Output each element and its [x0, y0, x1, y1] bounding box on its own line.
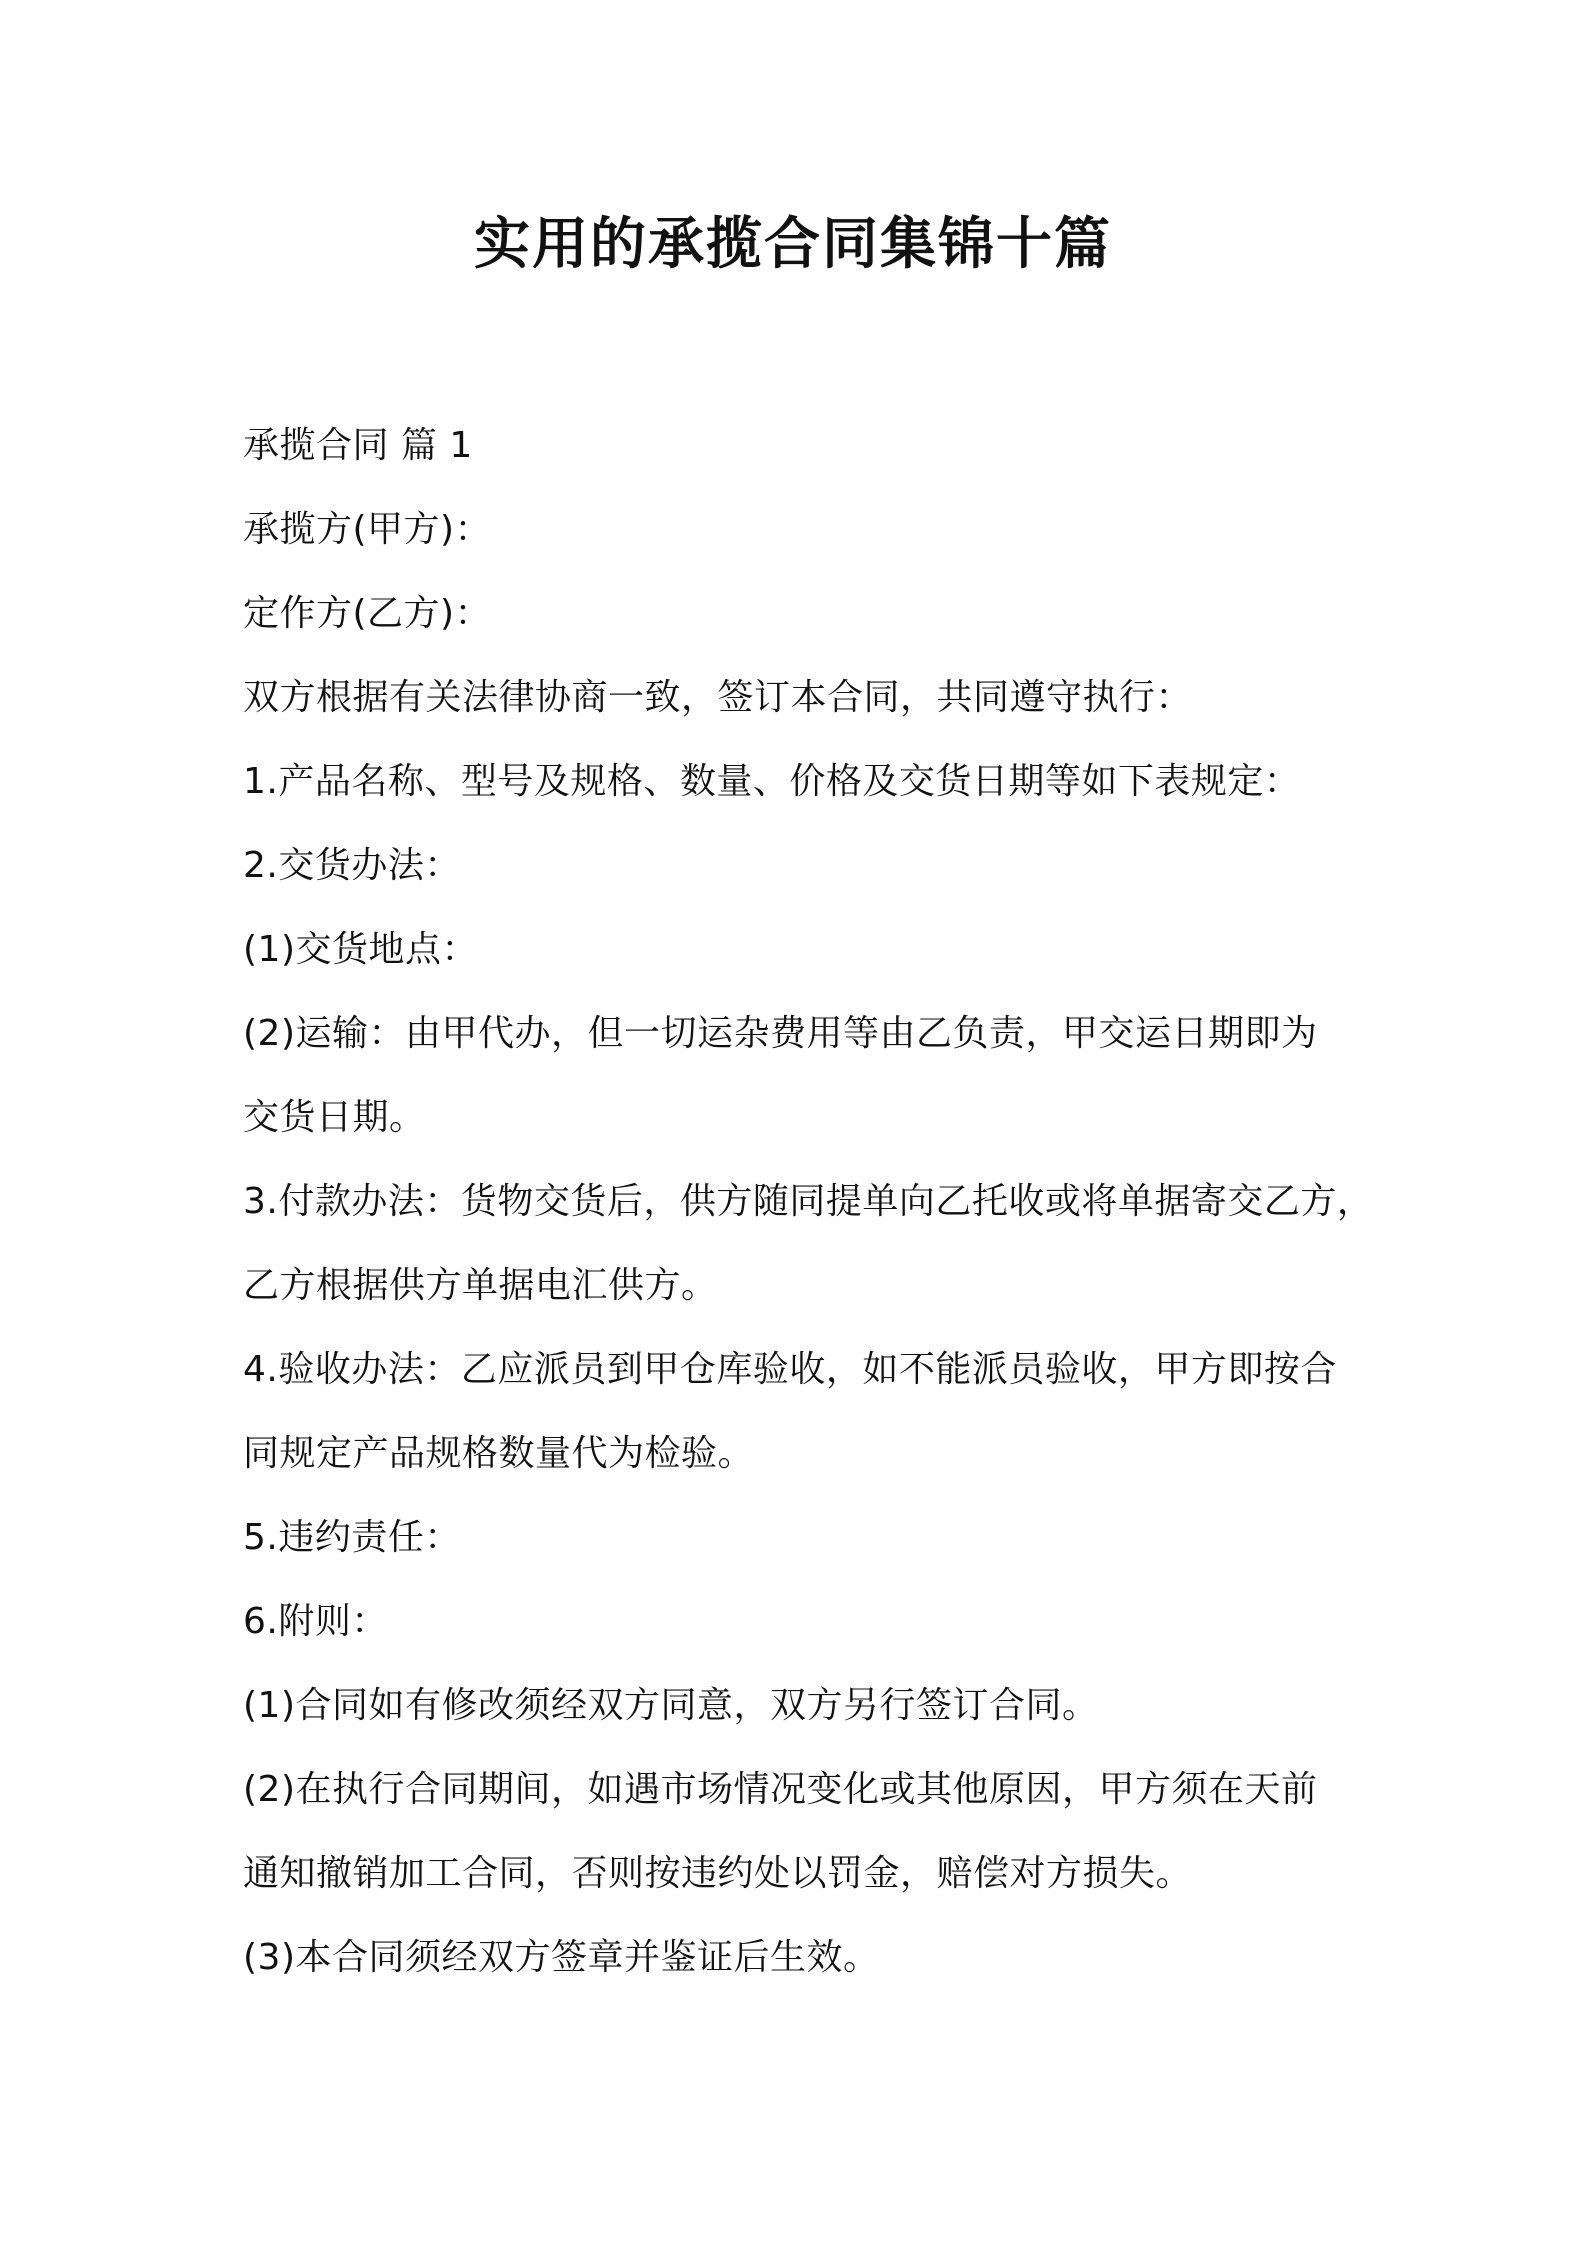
clause-6-3: (3)本合同须经双方签章并鉴证后生效。	[243, 1937, 880, 1978]
clause-6-2: (2)在执行合同期间，如遇市场情况变化或其他原因，甲方须在天前	[243, 1769, 1318, 1810]
party-b-line: 定作方(乙方)：	[243, 593, 492, 634]
preamble-line: 双方根据有关法律协商一致，签订本合同，共同遵守执行：	[243, 677, 1193, 718]
clause-3-cont: 乙方根据供方单据电汇供方。	[243, 1265, 718, 1306]
clause-6: 6.附则：	[243, 1601, 388, 1642]
clause-4-cont: 同规定产品规格数量代为检验。	[243, 1433, 755, 1474]
clause-3: 3.付款办法：货物交货后，供方随同提单向乙托收或将单据寄交乙方，	[243, 1181, 1374, 1222]
clause-4: 4.验收办法：乙应派员到甲仓库验收，如不能派员验收，甲方即按合	[243, 1349, 1337, 1390]
clause-1: 1.产品名称、型号及规格、数量、价格及交货日期等如下表规定：	[243, 761, 1301, 802]
clause-6-2-cont: 通知撤销加工合同，否则按违约处以罚金，赔偿对方损失。	[243, 1853, 1193, 1894]
clause-2-2: (2)运输：由甲代办，但一切运杂费用等由乙负责，甲交运日期即为	[243, 1013, 1318, 1054]
clause-2-2-cont: 交货日期。	[243, 1097, 426, 1138]
document-title: 实用的承揽合同集锦十篇	[474, 212, 1112, 277]
clause-2: 2.交货办法：	[243, 845, 461, 886]
document-body	[243, 404, 1374, 2000]
clause-2-1: (1)交货地点：	[243, 929, 478, 970]
party-a-line: 承揽方(甲方)：	[243, 509, 492, 550]
clause-6-1: (1)合同如有修改须经双方同意，双方另行签订合同。	[243, 1685, 1099, 1726]
section-heading: 承揽合同 篇 1	[243, 425, 473, 466]
clause-5: 5.违约责任：	[243, 1517, 461, 1558]
